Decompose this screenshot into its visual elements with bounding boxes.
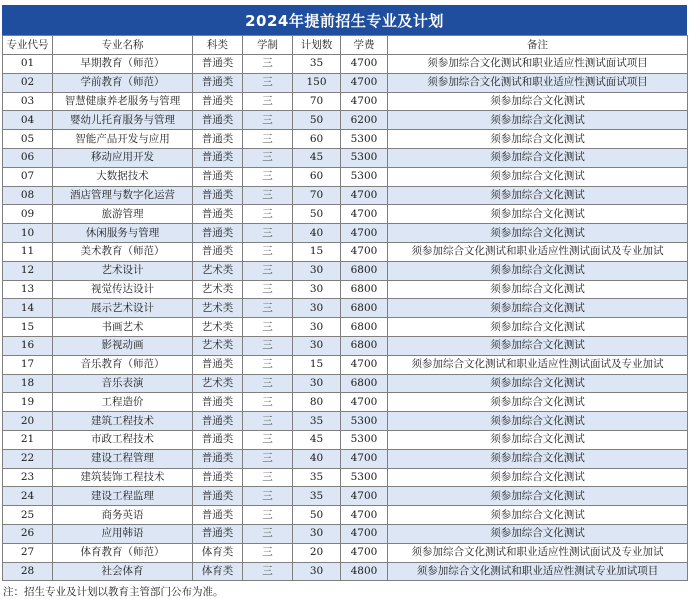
quota: 60: [293, 130, 341, 149]
major-code: 13: [3, 280, 53, 299]
table-row: [3, 449, 688, 468]
quota: 30: [293, 336, 341, 355]
category: 普通类: [193, 224, 243, 243]
remarks: 须参加综合文化测试: [388, 92, 688, 111]
category: 艺术类: [193, 318, 243, 337]
quota: 60: [293, 167, 341, 186]
major-name: 建筑装饰工程技术: [53, 468, 193, 487]
quota: 30: [293, 318, 341, 337]
remarks: 须参加综合文化测试: [388, 299, 688, 318]
table-row: [3, 55, 688, 74]
duration: 三: [243, 186, 293, 205]
table-row: [3, 412, 688, 431]
remarks: 须参加综合文化测试和职业适应性测试专业加试项目: [388, 562, 688, 581]
tuition: 5300: [341, 130, 388, 149]
duration: 三: [243, 412, 293, 431]
major-name: 艺术设计: [53, 261, 193, 280]
major-name: 建设工程监理: [53, 487, 193, 506]
remarks: 须参加综合文化测试: [388, 506, 688, 525]
major-code: 11: [3, 242, 53, 261]
quota: 35: [293, 55, 341, 74]
category: 普通类: [193, 393, 243, 412]
major-code: 03: [3, 92, 53, 111]
major-name: 建筑工程技术: [53, 412, 193, 431]
duration: 三: [243, 55, 293, 74]
major-name: 书画艺术: [53, 318, 193, 337]
tuition: 6200: [341, 111, 388, 130]
quota: 45: [293, 148, 341, 167]
major-name: 展示艺术设计: [53, 299, 193, 318]
major-name: 早期教育（师范）: [53, 55, 193, 74]
tuition: 6800: [341, 280, 388, 299]
category: 体育类: [193, 543, 243, 562]
major-name: 酒店管理与数字化运营: [53, 186, 193, 205]
quota: 30: [293, 562, 341, 581]
major-code: 08: [3, 186, 53, 205]
quota: 30: [293, 524, 341, 543]
category: 普通类: [193, 55, 243, 74]
major-code: 26: [3, 524, 53, 543]
duration: 三: [243, 148, 293, 167]
major-code: 04: [3, 111, 53, 130]
category: 普通类: [193, 487, 243, 506]
major-name: 音乐表演: [53, 374, 193, 393]
category: 艺术类: [193, 374, 243, 393]
tuition: 5300: [341, 430, 388, 449]
table-title: 2024年提前招生专业及计划: [2, 5, 687, 35]
major-name: 智能产品开发与应用: [53, 130, 193, 149]
major-name: 社会体育: [53, 562, 193, 581]
major-code: 16: [3, 336, 53, 355]
tuition: 4700: [341, 224, 388, 243]
tuition: 4700: [341, 73, 388, 92]
major-code: 24: [3, 487, 53, 506]
category: 普通类: [193, 130, 243, 149]
table-row: [3, 468, 688, 487]
major-code: 06: [3, 148, 53, 167]
major-code: 18: [3, 374, 53, 393]
duration: 三: [243, 562, 293, 581]
quota: 50: [293, 506, 341, 525]
footnote: 注：招生专业及计划以教育主管部门公布为准。: [3, 586, 224, 599]
tuition: 4700: [341, 186, 388, 205]
tuition: 4700: [341, 92, 388, 111]
duration: 三: [243, 468, 293, 487]
quota: 30: [293, 299, 341, 318]
duration: 三: [243, 449, 293, 468]
major-name: 休闲服务与管理: [53, 224, 193, 243]
quota: 30: [293, 280, 341, 299]
tuition: 4700: [341, 524, 388, 543]
duration: 三: [243, 524, 293, 543]
table-row: [3, 430, 688, 449]
table-row: [3, 524, 688, 543]
duration: 三: [243, 393, 293, 412]
major-name: 市政工程技术: [53, 430, 193, 449]
major-name: 应用韩语: [53, 524, 193, 543]
table-row: [3, 261, 688, 280]
duration: 三: [243, 205, 293, 224]
major-code: 27: [3, 543, 53, 562]
category: 艺术类: [193, 261, 243, 280]
table-row: [3, 186, 688, 205]
duration: 三: [243, 167, 293, 186]
category: 普通类: [193, 506, 243, 525]
major-name: 学前教育（师范）: [53, 73, 193, 92]
major-name: 工程造价: [53, 393, 193, 412]
major-code: 17: [3, 355, 53, 374]
quota: 15: [293, 355, 341, 374]
header-major-name: 专业名称: [53, 36, 193, 55]
remarks: 须参加综合文化测试: [388, 111, 688, 130]
remarks: 须参加综合文化测试和职业适应性测试面试及专业加试: [388, 242, 688, 261]
major-code: 25: [3, 506, 53, 525]
duration: 三: [243, 130, 293, 149]
table-row: [3, 487, 688, 506]
quota: 80: [293, 393, 341, 412]
quota: 35: [293, 487, 341, 506]
major-code: 12: [3, 261, 53, 280]
duration: 三: [243, 355, 293, 374]
remarks: 须参加综合文化测试: [388, 280, 688, 299]
header-category: 科类: [193, 36, 243, 55]
quota: 40: [293, 224, 341, 243]
major-name: 音乐教育（师范）: [53, 355, 193, 374]
table-row: [3, 242, 688, 261]
tuition: 6800: [341, 336, 388, 355]
remarks: 须参加综合文化测试: [388, 148, 688, 167]
major-code: 14: [3, 299, 53, 318]
major-name: 大数据技术: [53, 167, 193, 186]
major-name: 商务英语: [53, 506, 193, 525]
category: 普通类: [193, 73, 243, 92]
table-row: [3, 506, 688, 525]
category: 普通类: [193, 148, 243, 167]
duration: 三: [243, 543, 293, 562]
table-row: [3, 318, 688, 337]
table-body: [3, 55, 688, 581]
duration: 三: [243, 487, 293, 506]
table-row: [3, 336, 688, 355]
category: 普通类: [193, 412, 243, 431]
major-code: 21: [3, 430, 53, 449]
tuition: 4800: [341, 562, 388, 581]
quota: 70: [293, 186, 341, 205]
table-row: [3, 299, 688, 318]
quota: 20: [293, 543, 341, 562]
major-name: 视觉传达设计: [53, 280, 193, 299]
major-code: 28: [3, 562, 53, 581]
remarks: 须参加综合文化测试和职业适应性测试面试及专业加试: [388, 543, 688, 562]
category: 艺术类: [193, 280, 243, 299]
remarks: 须参加综合文化测试: [388, 449, 688, 468]
category: 艺术类: [193, 299, 243, 318]
table-row: [3, 374, 688, 393]
remarks: 须参加综合文化测试: [388, 261, 688, 280]
remarks: 须参加综合文化测试: [388, 393, 688, 412]
remarks: 须参加综合文化测试和职业适应性测试面试项目: [388, 73, 688, 92]
table-row: [3, 167, 688, 186]
duration: 三: [243, 299, 293, 318]
major-code: 01: [3, 55, 53, 74]
table-header-row: [3, 36, 688, 55]
major-code: 10: [3, 224, 53, 243]
remarks: 须参加综合文化测试和职业适应性测试面试及专业加试: [388, 355, 688, 374]
major-code: 05: [3, 130, 53, 149]
major-code: 15: [3, 318, 53, 337]
table-row: [3, 355, 688, 374]
table-row: [3, 224, 688, 243]
tuition: 4700: [341, 355, 388, 374]
table-row: [3, 280, 688, 299]
tuition: 5300: [341, 468, 388, 487]
remarks: 须参加综合文化测试: [388, 167, 688, 186]
category: 普通类: [193, 449, 243, 468]
quota: 30: [293, 261, 341, 280]
quota: 150: [293, 73, 341, 92]
remarks: 须参加综合文化测试: [388, 487, 688, 506]
remarks: 须参加综合文化测试: [388, 130, 688, 149]
tuition: 5300: [341, 412, 388, 431]
quota: 50: [293, 205, 341, 224]
duration: 三: [243, 336, 293, 355]
quota: 40: [293, 449, 341, 468]
duration: 三: [243, 280, 293, 299]
major-name: 美术教育（师范）: [53, 242, 193, 261]
table-row: [3, 562, 688, 581]
tuition: 4700: [341, 543, 388, 562]
header-tuition: 学费: [341, 36, 388, 55]
tuition: 6800: [341, 261, 388, 280]
tuition: 5300: [341, 148, 388, 167]
major-name: 旅游管理: [53, 205, 193, 224]
remarks: 须参加综合文化测试: [388, 205, 688, 224]
duration: 三: [243, 318, 293, 337]
table-row: [3, 130, 688, 149]
major-name: 影视动画: [53, 336, 193, 355]
tuition: 6800: [341, 299, 388, 318]
category: 普通类: [193, 242, 243, 261]
header-duration: 学制: [243, 36, 293, 55]
header-code: 专业代号: [3, 36, 53, 55]
category: 普通类: [193, 355, 243, 374]
remarks: 须参加综合文化测试: [388, 336, 688, 355]
duration: 三: [243, 430, 293, 449]
category: 普通类: [193, 468, 243, 487]
major-code: 20: [3, 412, 53, 431]
category: 普通类: [193, 111, 243, 130]
tuition: 4700: [341, 242, 388, 261]
remarks: 须参加综合文化测试: [388, 318, 688, 337]
header-remarks: 备注: [388, 36, 688, 55]
major-name: 体育教育（师范）: [53, 543, 193, 562]
quota: 35: [293, 468, 341, 487]
tuition: 4700: [341, 449, 388, 468]
duration: 三: [243, 92, 293, 111]
quota: 45: [293, 430, 341, 449]
major-code: 02: [3, 73, 53, 92]
tuition: 6800: [341, 318, 388, 337]
header-quota: 计划数: [293, 36, 341, 55]
quota: 35: [293, 412, 341, 431]
category: 普通类: [193, 205, 243, 224]
major-code: 22: [3, 449, 53, 468]
tuition: 4700: [341, 205, 388, 224]
duration: 三: [243, 73, 293, 92]
category: 普通类: [193, 186, 243, 205]
tuition: 4700: [341, 487, 388, 506]
table-row: [3, 543, 688, 562]
remarks: 须参加综合文化测试: [388, 412, 688, 431]
major-code: 23: [3, 468, 53, 487]
remarks: 须参加综合文化测试: [388, 524, 688, 543]
table-row: [3, 111, 688, 130]
category: 体育类: [193, 562, 243, 581]
remarks: 须参加综合文化测试: [388, 224, 688, 243]
table-row: [3, 205, 688, 224]
duration: 三: [243, 224, 293, 243]
quota: 15: [293, 242, 341, 261]
major-name: 智慧健康养老服务与管理: [53, 92, 193, 111]
major-code: 19: [3, 393, 53, 412]
duration: 三: [243, 111, 293, 130]
tuition: 4700: [341, 55, 388, 74]
category: 普通类: [193, 167, 243, 186]
quota: 70: [293, 92, 341, 111]
category: 艺术类: [193, 336, 243, 355]
category: 普通类: [193, 524, 243, 543]
table-row: [3, 92, 688, 111]
table-row: [3, 148, 688, 167]
major-name: 移动应用开发: [53, 148, 193, 167]
document: [2, 5, 687, 599]
duration: 三: [243, 242, 293, 261]
duration: 三: [243, 261, 293, 280]
quota: 30: [293, 374, 341, 393]
tuition: 4700: [341, 393, 388, 412]
major-name: 婴幼儿托育服务与管理: [53, 111, 193, 130]
major-name: 建设工程管理: [53, 449, 193, 468]
tuition: 6800: [341, 374, 388, 393]
table-row: [3, 393, 688, 412]
duration: 三: [243, 374, 293, 393]
quota: 50: [293, 111, 341, 130]
remarks: 须参加综合文化测试: [388, 468, 688, 487]
category: 普通类: [193, 430, 243, 449]
remarks: 须参加综合文化测试: [388, 186, 688, 205]
table-row: [3, 73, 688, 92]
major-code: 09: [3, 205, 53, 224]
tuition: 5300: [341, 167, 388, 186]
duration: 三: [243, 506, 293, 525]
remarks: 须参加综合文化测试和职业适应性测试面试项目: [388, 55, 688, 74]
major-code: 07: [3, 167, 53, 186]
tuition: 4700: [341, 506, 388, 525]
category: 普通类: [193, 92, 243, 111]
remarks: 须参加综合文化测试: [388, 430, 688, 449]
remarks: 须参加综合文化测试: [388, 374, 688, 393]
enrollment-plan-table: [2, 35, 688, 581]
